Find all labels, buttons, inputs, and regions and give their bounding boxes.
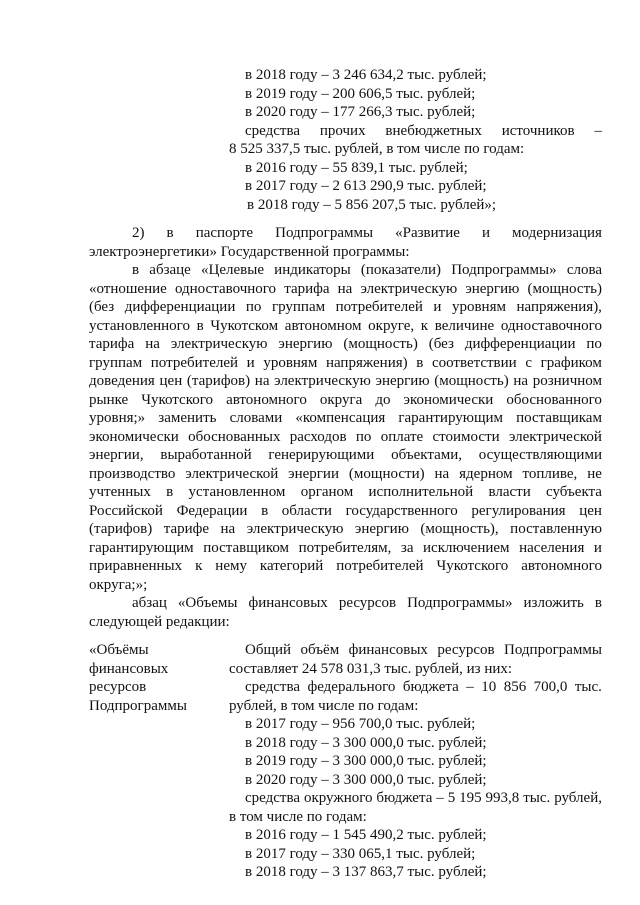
word: –: [466, 679, 474, 695]
word: дифференциации: [124, 299, 236, 315]
word: Подпрограммы: [504, 642, 602, 658]
word: на: [145, 336, 160, 352]
word: субъекта: [546, 484, 602, 500]
word: (мощность): [527, 281, 602, 297]
table-label-line: финансовых: [89, 661, 169, 677]
word: в: [594, 595, 602, 611]
word: величине: [434, 318, 495, 334]
text-line: в 2017 году – 2 613 290,9 тыс. рублей;: [245, 178, 487, 194]
word: (без: [89, 299, 115, 315]
text-line-justified: [89, 391, 602, 410]
word: 5: [447, 790, 456, 806]
text-line: в 2020 году – 3 300 000,0 тыс. рублей;: [245, 772, 487, 788]
text-line: рублей, в том числе по годам:: [229, 698, 419, 714]
word: бюджета: [376, 790, 433, 806]
word: прочих: [319, 123, 366, 139]
word: потребителей: [150, 355, 239, 371]
word: в: [196, 318, 204, 334]
word: энергию: [354, 521, 409, 537]
word: исполнительной: [368, 484, 474, 500]
word: Общий: [245, 642, 292, 658]
word: органом: [300, 484, 354, 500]
word: осуществляющими: [478, 447, 602, 463]
word: потребителям,: [298, 540, 392, 556]
word: расходов: [289, 429, 347, 445]
word: регулирования: [471, 503, 566, 519]
word: по: [586, 336, 602, 352]
word: Федерации: [176, 503, 248, 519]
word: на: [220, 521, 236, 537]
word: установленного: [89, 318, 190, 334]
word: абзаце: [149, 262, 191, 278]
word: индикаторы: [274, 262, 351, 278]
text-line-justified: [132, 594, 602, 613]
text-line-justified: [89, 465, 602, 484]
text-line: в 2016 году – 55 839,1 тыс. рублей;: [245, 160, 468, 176]
word: внебюджетных: [385, 123, 482, 139]
word: топливе,: [522, 466, 578, 482]
word: словами: [229, 410, 283, 426]
text-line: округа;»;: [89, 577, 148, 593]
word: потребителей: [335, 299, 423, 315]
text-line: в 2020 году – 177 266,3 тыс. рублей;: [245, 104, 476, 120]
word: за: [400, 540, 414, 556]
word: «Целевые: [201, 262, 264, 278]
word: по: [245, 299, 262, 315]
text-line: в 2018 году – 5 856 207,5 тыс. рублей»;: [247, 197, 497, 213]
word: «Развитие: [395, 225, 460, 241]
text-line-justified: [89, 372, 602, 391]
word: гарантирующим: [89, 540, 194, 556]
word: не: [587, 466, 602, 482]
text-line-justified: [89, 317, 602, 336]
word: средства: [245, 679, 301, 695]
word: и: [593, 540, 602, 556]
word: тарифа: [89, 336, 135, 352]
word: государственного: [345, 503, 458, 519]
word: финансовых: [248, 595, 328, 611]
word: 195: [459, 790, 482, 806]
word: нему: [215, 558, 247, 574]
word: стоимости: [432, 429, 500, 445]
text-line: в 2019 году – 3 300 000,0 тыс. рублей;: [245, 753, 487, 769]
text-line-justified: [245, 641, 602, 660]
word: электрическую: [170, 336, 268, 352]
text-line-justified: [89, 298, 602, 317]
word: тарифе: [163, 521, 210, 537]
text-line-justified: [89, 354, 602, 373]
word: федерального: [307, 679, 396, 695]
word: тарифа: [284, 281, 330, 297]
word: источников: [501, 123, 575, 139]
text-line-justified: [89, 446, 602, 465]
word: поставленную: [510, 521, 602, 537]
word: (мощность): [343, 336, 418, 352]
table-label-line: Подпрограммы: [89, 698, 187, 714]
word: категорий: [259, 558, 324, 574]
word: группам: [89, 355, 143, 371]
word: на: [434, 466, 450, 482]
text-line: 8 525 337,5 тыс. рублей, в том числе по годам:: [229, 141, 525, 157]
word: рынке: [89, 392, 129, 408]
word: электрической: [508, 429, 602, 445]
word: на: [513, 373, 529, 389]
word: средства: [245, 790, 301, 806]
word: средства: [245, 123, 301, 139]
word: –: [594, 123, 602, 139]
word: тыс.: [523, 790, 551, 806]
word: (показатели): [360, 262, 441, 278]
word: потребителей: [336, 558, 424, 574]
word: по: [355, 429, 372, 445]
word: энергию: [375, 373, 430, 389]
word: цен: [579, 503, 602, 519]
word: округа: [319, 392, 363, 408]
word: «компенсация: [295, 410, 386, 426]
word: цен: [159, 373, 183, 389]
word: «Объемы: [177, 595, 238, 611]
word: к: [420, 318, 429, 334]
text-line: в 2017 году – 330 065,1 тыс. рублей;: [245, 846, 476, 862]
word: окружного: [303, 790, 373, 806]
word: округе,: [368, 318, 415, 334]
word: одноставочного: [500, 318, 602, 334]
word: уровням: [451, 299, 506, 315]
word: Чукотского: [141, 392, 214, 408]
word: и: [481, 225, 490, 241]
text-line-justified: [132, 261, 602, 280]
text-line-justified: [245, 122, 602, 141]
text-line-justified: [89, 502, 602, 521]
word: поставщиком: [203, 540, 290, 556]
table-label-line: ресурсов: [89, 679, 147, 695]
word: 993,8: [485, 790, 520, 806]
word: выработанной: [160, 447, 252, 463]
word: исключением: [423, 540, 510, 556]
word: тыс.: [574, 679, 602, 695]
word: рублей,: [554, 790, 602, 806]
word: (мощности): [348, 466, 425, 482]
text-line-justified: [89, 520, 602, 539]
word: энергии: [288, 466, 339, 482]
word: на: [254, 373, 270, 389]
text-line-justified: [89, 280, 602, 299]
word: экономически: [403, 392, 494, 408]
word: паспорте: [195, 225, 254, 241]
word: электрическую: [360, 281, 458, 297]
word: (тарифов): [186, 373, 251, 389]
word: «отношение: [89, 281, 167, 297]
word: розничном: [532, 373, 602, 389]
text-line-justified: [132, 224, 602, 243]
text-line-justified: [245, 678, 602, 697]
word: одноставочного: [174, 281, 277, 297]
word: уровням: [263, 355, 318, 371]
word: приравненных: [89, 558, 183, 574]
word: 856: [503, 679, 527, 695]
word: в: [132, 262, 140, 278]
word: Российской: [89, 503, 163, 519]
text-line: электроэнергетики» Государственной программы:: [89, 244, 410, 260]
word: населения: [519, 540, 585, 556]
text-line: составляет 24 578 031,3 тыс. рублей, из них:: [229, 661, 513, 677]
word: энергию: [465, 281, 520, 297]
word: экономически: [89, 429, 179, 445]
word: напряжения),: [516, 299, 602, 315]
word: –: [436, 790, 444, 806]
word: и: [246, 355, 255, 371]
word: электрическую: [274, 373, 371, 389]
word: автономного: [226, 392, 307, 408]
word: энергии,: [89, 447, 144, 463]
word: 10: [481, 679, 497, 695]
word: (без: [428, 336, 454, 352]
word: генерирующими: [268, 447, 375, 463]
word: Подпрограммы»: [407, 595, 513, 611]
word: автономного: [521, 558, 602, 574]
word: ресурсов: [437, 642, 495, 658]
word: соответствии: [431, 355, 517, 371]
word: изложить: [523, 595, 584, 611]
word: уровня;»: [89, 410, 146, 426]
word: ресурсов: [338, 595, 397, 611]
word: в: [166, 484, 174, 500]
word: графиком: [540, 355, 602, 371]
text-line: в 2017 году – 956 700,0 тыс. рублей;: [245, 716, 476, 732]
table-label-line: «Объёмы: [89, 642, 149, 658]
text-line-justified: [89, 428, 602, 447]
word: электрическую: [246, 521, 344, 537]
word: обоснованного: [506, 392, 602, 408]
word: (мощность),: [420, 521, 499, 537]
text-line: следующей редакции:: [89, 614, 230, 630]
word: автономном: [284, 318, 362, 334]
word: поставщикам: [516, 410, 602, 426]
word: 2): [132, 225, 145, 241]
word: группам: [271, 299, 326, 315]
word: на: [337, 281, 353, 297]
word: модернизация: [512, 225, 602, 241]
word: Чукотском: [210, 318, 279, 334]
word: электрической: [185, 466, 279, 482]
word: до: [375, 392, 391, 408]
word: в: [416, 355, 424, 371]
word: оплате: [380, 429, 424, 445]
text-line: в 2018 году – 3 137 863,7 тыс. рублей;: [245, 864, 487, 880]
word: энергию: [278, 336, 333, 352]
word: в: [261, 503, 269, 519]
text-line: в 2019 году – 200 606,5 тыс. рублей;: [245, 86, 476, 102]
text-line-justified: [89, 539, 602, 558]
word: Подпрограммы: [275, 225, 374, 241]
word: учтенных: [89, 484, 151, 500]
word: абзац: [132, 595, 167, 611]
word: в: [166, 225, 174, 241]
text-line: в 2018 году – 3 300 000,0 тыс. рублей;: [245, 735, 487, 751]
text-line-justified: [89, 483, 602, 502]
word: (тарифов): [89, 521, 153, 537]
text-line-justified: [89, 335, 602, 354]
word: объём: [300, 642, 340, 658]
word: объектами,: [391, 447, 462, 463]
word: и: [433, 299, 442, 315]
word: 700,0: [533, 679, 568, 695]
word: Чукотского: [436, 558, 509, 574]
word: ядерном: [459, 466, 513, 482]
word: власти: [488, 484, 531, 500]
word: обоснованных: [188, 429, 281, 445]
word: производство: [89, 466, 176, 482]
text-line-justified: [89, 409, 602, 428]
text-line: в 2018 году – 3 246 634,2 тыс. рублей;: [245, 67, 487, 83]
word: слова: [566, 262, 602, 278]
text-line: в том числе по годам:: [229, 809, 367, 825]
text-line-justified: [245, 789, 602, 808]
word: заменить: [158, 410, 217, 426]
word: области: [281, 503, 332, 519]
text-line-justified: [89, 557, 602, 576]
word: финансовых: [348, 642, 428, 658]
word: дифференциации: [464, 336, 576, 352]
word: гарантирующим: [398, 410, 504, 426]
word: доведения: [89, 373, 155, 389]
word: установленном: [188, 484, 286, 500]
text-line: в 2016 году – 1 545 490,2 тыс. рублей;: [245, 827, 487, 843]
word: бюджета: [402, 679, 459, 695]
word: (мощность): [434, 373, 509, 389]
word: напряжения): [325, 355, 408, 371]
word: к: [195, 558, 203, 574]
word: Подпрограммы»: [451, 262, 557, 278]
word: с: [525, 355, 532, 371]
